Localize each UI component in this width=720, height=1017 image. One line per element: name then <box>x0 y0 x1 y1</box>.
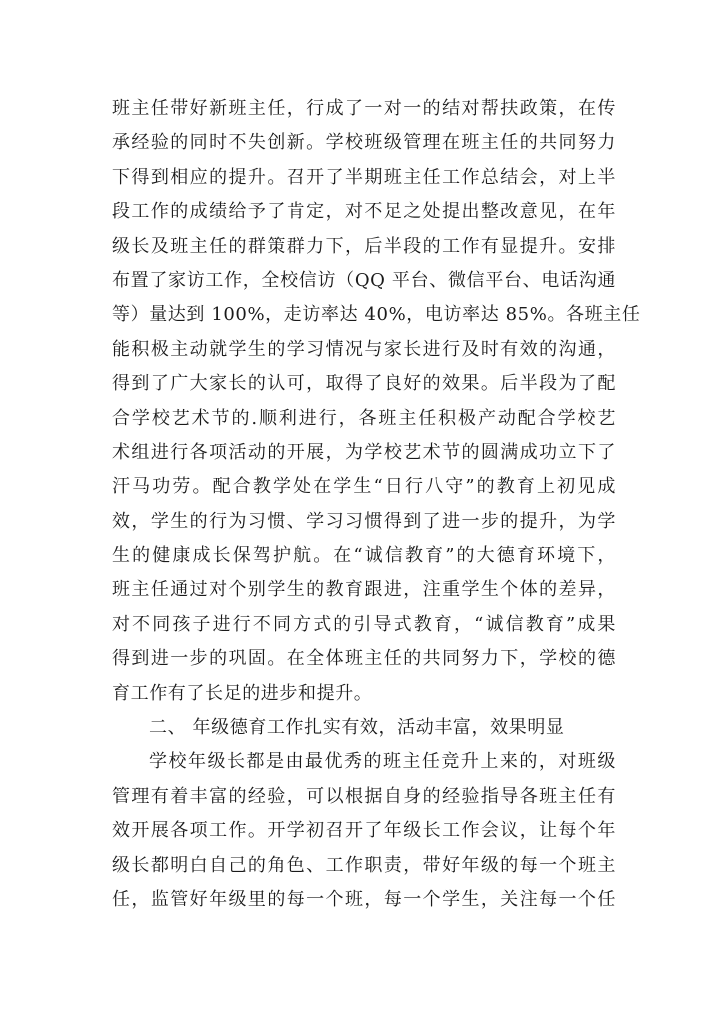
text-line: 班主任带好新班主任，行成了一对一的结对帮扶政策，在传 <box>112 98 616 119</box>
text-line: 等）量达到 100%，走访率达 40%，电访率达 85%。各班主任 <box>112 304 641 326</box>
text-line: 级长都明白自己的角色、工作职责，带好年级的每一个班主 <box>112 854 616 876</box>
text-line: 合学校艺术节的.顺利进行，各班主任积极产动配合学校艺 <box>112 407 616 429</box>
text-line: 效开展各项工作。开学初召开了年级长工作会议，让每个年 <box>112 820 616 842</box>
text-line: 班主任通过对个别学生的教育跟进，注重学生个体的差异， <box>112 579 616 601</box>
text-line: 效，学生的行为习惯、学习习惯得到了进一步的提升，为学 <box>112 510 616 532</box>
text-line: 汗马功劳。配合教学处在学生“日行八守”的教育上初见成 <box>112 476 616 498</box>
text-line: 任，监管好年级里的每一个班，每一个学生，关注每一个任 <box>112 888 616 910</box>
text-line: 级长及班主任的群策群力下，后半段的工作有显提升。安排 <box>112 235 616 257</box>
text-line: 段工作的成绩给予了肯定，对不足之处提出整改意见，在年 <box>112 201 616 223</box>
text-line: 能积极主动就学生的学习情况与家长进行及时有效的沟通， <box>112 338 616 360</box>
text-line: 育工作有了长足的进步和提升。 <box>112 682 373 704</box>
text-line: 对不同孩子进行不同方式的引导式教育，“诚信教育”成果 <box>112 613 616 635</box>
section-heading: 二、 年级德育工作扎实有效，活动丰富，效果明显 <box>149 717 565 739</box>
text-line: 生的健康成长保驾护航。在“诚信教育”的大德育环境下， <box>112 545 616 567</box>
text-line: 布置了家访工作，全校信访（QQ 平台、微信平台、电话沟通 <box>112 269 616 291</box>
text-line: 得到了广大家长的认可，取得了良好的效果。后半段为了配 <box>112 373 616 395</box>
text-line: 术组进行各项活动的开展，为学校艺术节的圆满成功立下了 <box>112 441 616 463</box>
text-line: 学校年级长都是由最优秀的班主任竞升上来的，对班级 <box>149 751 616 773</box>
text-line: 承经验的同时不失创新。学校班级管理在班主任的共同努力 <box>112 132 616 154</box>
text-line: 管理有着丰富的经验，可以根据自身的经验指导各班主任有 <box>112 785 616 807</box>
body-text <box>112 92 641 917</box>
text-line: 下得到相应的提升。召开了半期班主任工作总结会，对上半 <box>112 166 616 188</box>
text-line: 得到进一步的巩固。在全体班主任的共同努力下，学校的德 <box>112 648 616 670</box>
